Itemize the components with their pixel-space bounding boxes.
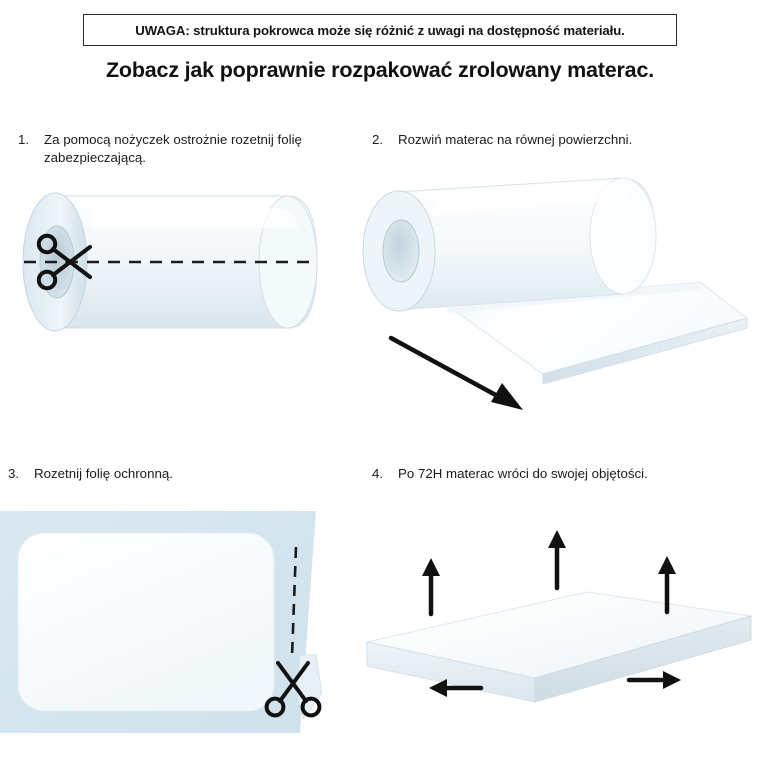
step-4-caption bbox=[372, 465, 722, 483]
step-1-illustration bbox=[10, 180, 340, 395]
notice-text: UWAGA: struktura pokrowca może się różnić z uwagi na dostępność materiału. bbox=[135, 22, 625, 38]
step-1-caption bbox=[18, 131, 318, 167]
step-1-number: 1. bbox=[18, 132, 30, 147]
mattress-flat bbox=[18, 533, 274, 711]
step-2-text: Rozwiń materac na równej powierzchni. bbox=[398, 132, 633, 147]
step-2-number: 2. bbox=[372, 132, 384, 147]
mattress-3d-slab bbox=[367, 592, 751, 702]
step-2-illustration bbox=[355, 170, 755, 435]
notice-box bbox=[83, 14, 677, 46]
step-3-text: Rozetnij folię ochronną. bbox=[34, 466, 173, 481]
step-4-illustration bbox=[355, 530, 755, 745]
step-3-number: 3. bbox=[8, 466, 20, 481]
step-3-illustration bbox=[0, 505, 340, 740]
rolled-mattress-body bbox=[363, 178, 656, 311]
step-4-text: Po 72H materac wróci do swojej objętości. bbox=[398, 466, 648, 481]
arrow-unroll bbox=[391, 338, 523, 410]
step-3-caption bbox=[8, 465, 328, 483]
arrow-up bbox=[422, 558, 440, 614]
step-4-number: 4. bbox=[372, 466, 384, 481]
step-1-text: Za pomocą nożyczek ostrożnie rozetnij folię zabezpieczającą. bbox=[44, 132, 302, 165]
arrow-right bbox=[629, 671, 681, 689]
arrow-up bbox=[548, 530, 566, 588]
step-2-caption bbox=[372, 131, 702, 149]
page-title: Zobacz jak poprawnie rozpakować zrolowany materac. bbox=[106, 58, 654, 82]
